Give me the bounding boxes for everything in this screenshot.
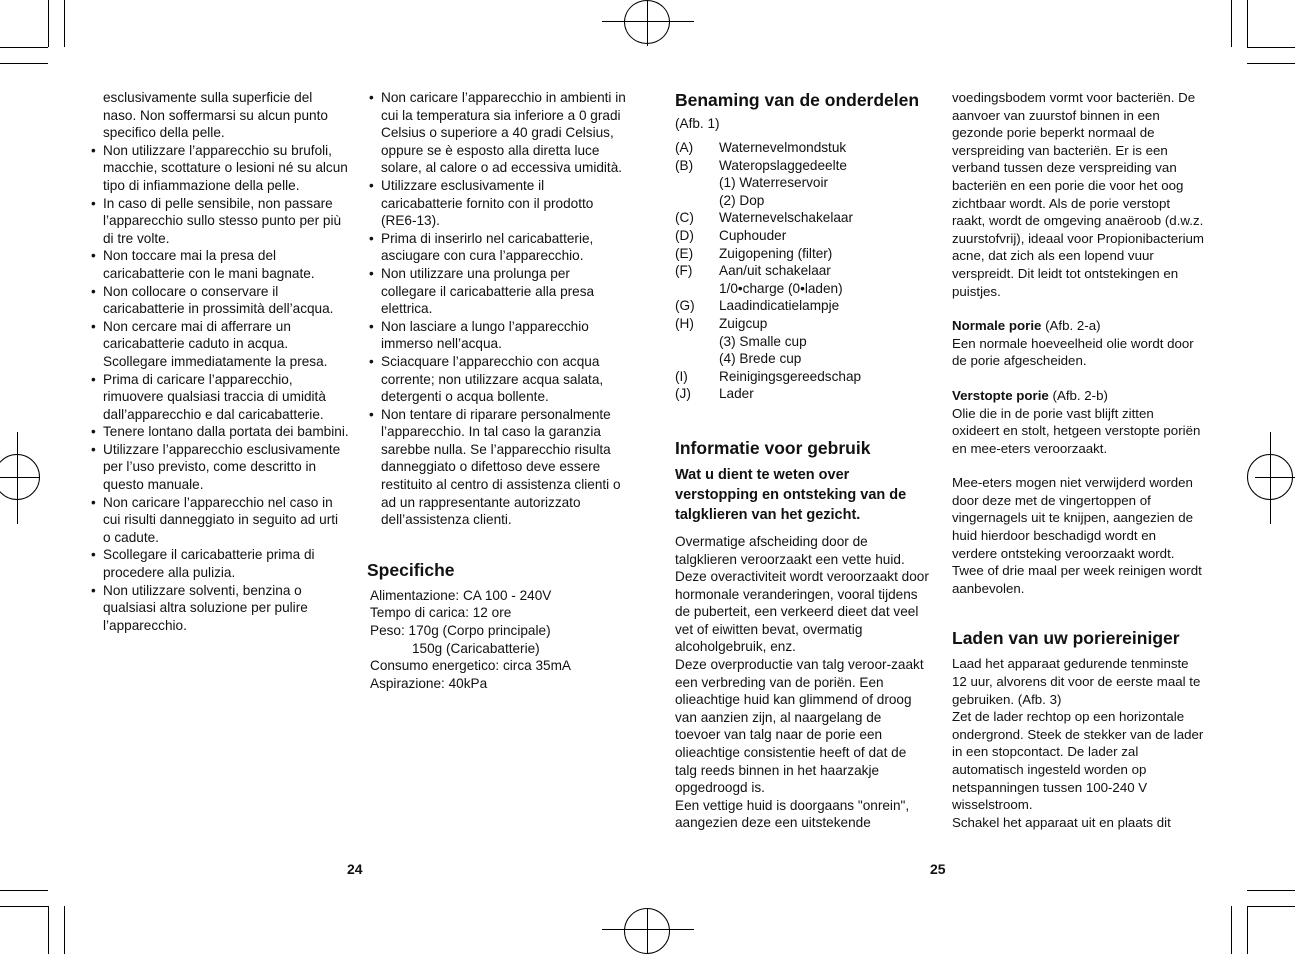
parts-figure-ref: (Afb. 1) <box>675 116 720 131</box>
list-item: • Non utilizzare una prolunga per collegare il caricabatterie alla presa elettrica. <box>367 265 627 318</box>
list-item <box>675 262 930 280</box>
blocked-pore-figure-ref: (Afb. 2-b) <box>1052 387 1108 403</box>
part-label: Zuigcup <box>719 315 768 331</box>
part-key: (G) <box>675 298 695 314</box>
crop-mark <box>0 906 48 907</box>
charging-paragraph: Schakel het apparaat uit en plaats dit <box>952 814 1171 830</box>
part-sub: (4) Brede cup <box>719 351 802 367</box>
crop-mark <box>1247 0 1248 47</box>
usage-subheading: Wat u dient te weten over verstopping en ontsteking van de talgklieren van het gezicht. <box>675 466 907 523</box>
crop-mark <box>0 63 48 64</box>
list-item: • Non collocare o conservare il caricabatterie in prossimità dell’acqua. <box>89 283 349 318</box>
continuation-text: esclusivamente sulla superficie del naso. Non soffermarsi su alcun punto specifico della pelle. <box>103 90 328 141</box>
part-sub: (3) Smalle cup <box>719 333 807 349</box>
list-item: • Scollegare il caricabatterie prima di procedere alla pulizia. <box>89 546 349 581</box>
list-item <box>675 368 930 386</box>
parts-title: Benaming van de onderdelen <box>675 90 920 110</box>
column-2 <box>367 89 627 692</box>
part-key: (H) <box>675 315 694 331</box>
parts-list <box>675 139 930 403</box>
spec-line: Peso: 170g (Corpo principale) <box>370 623 551 639</box>
list-item: • Utilizzare esclusivamente il caricabatterie fornito con il prodotto (RE6-13). <box>367 177 627 230</box>
usage-paragraph: Deze overproductie van talg veroor-zaakt een verbreding van de poriën. Een olieachtige huid kan glimmend of droog van aanzien zijn, al naargelang de toevoer van talg naar de porie een olieachtige consistentie heeft of dat de talg reeds binnen in het haarzakje opgedroogd is. <box>675 657 924 796</box>
list-item: • Utilizzare l’apparecchio esclusivamente per l’uso previsto, come descritto in questo manuale. <box>89 441 349 494</box>
part-key: (A) <box>675 140 694 155</box>
crop-mark <box>64 0 65 47</box>
normal-pore-text: Een normale hoeveelheid olie wordt door de porie afgescheiden. <box>952 335 1194 369</box>
part-label: Lader <box>719 386 754 402</box>
crop-mark <box>1247 47 1295 48</box>
column-1 <box>89 89 349 634</box>
list-item <box>675 139 930 157</box>
list-item: • Tenere lontano dalla portata dei bambini. <box>89 423 349 441</box>
crop-mark <box>0 890 48 891</box>
part-key: (I) <box>675 368 688 384</box>
list-item: • Non utilizzare solventi, benzina o qualsiasi altra soluzione per pulire l’apparecchio. <box>89 582 349 635</box>
part-label: Wateropslaggedeelte <box>719 157 847 173</box>
list-item <box>675 315 930 333</box>
crop-mark <box>1247 63 1295 64</box>
spec-line: Consumo energetico: circa 35mA <box>370 658 571 674</box>
list-item: • Non utilizzare l’apparecchio su brufoli, macchie, scottature o lesioni né su alcun tipo di infiammazione della pelle. <box>89 142 349 195</box>
spec-line: 150g (Caricabatterie) <box>412 640 540 656</box>
part-label: Cuphouder <box>719 227 787 243</box>
safety-list-1 <box>89 142 349 635</box>
blocked-pore-title: Verstopte porie <box>952 387 1049 403</box>
spec-line: Tempo di carica: 12 ore <box>370 605 512 621</box>
charging-paragraph: Laad het apparaat gedurende tenminste 12 uur, alvorens dit voor de eerste maal te gebruiken. (Afb. 3) <box>952 656 1201 707</box>
column-4 <box>952 89 1204 831</box>
normal-pore-heading <box>952 317 1204 335</box>
crop-mark <box>1231 0 1232 47</box>
list-item: • Prima di inserirlo nel caricabatterie, asciugare con cura l’apparecchio. <box>367 230 627 265</box>
part-label: Waternevelmondstuk <box>719 140 847 155</box>
part-label: Aan/uit schakelaar <box>719 263 831 279</box>
list-item <box>675 297 930 315</box>
normal-pore-figure-ref: (Afb. 2-a) <box>1045 318 1101 334</box>
list-item: • Non lasciare a lungo l’apparecchio immerso nell’acqua. <box>367 318 627 353</box>
blackheads-paragraph: Mee-eters mogen niet verwijderd worden door deze met de vingertoppen of vingernagels uit te knijpen, aangezien de huid hierdoor beschadigd wordt en verdere ontsteking veroorzaakt wordt. Twee of drie maal per week reinigen wordt aanbevolen. <box>952 475 1202 596</box>
crop-mark <box>48 906 49 954</box>
crop-mark <box>1247 890 1295 891</box>
crop-mark <box>0 47 48 48</box>
column-3 <box>675 89 930 832</box>
list-item <box>675 245 930 263</box>
list-item: • Non cercare mai di afferrare un caricabatterie caduto in acqua. Scollegare immediatamente la presa. <box>89 318 349 371</box>
blocked-pore-text: Olie die in de porie vast blijft zitten oxideert en stolt, hetgeen verstopte poriën en mee-eters veroorzaakt. <box>952 405 1201 456</box>
blocked-pore-heading <box>952 387 1204 405</box>
crop-mark <box>1247 906 1295 907</box>
list-item <box>675 209 930 227</box>
usage-heading: Informatie voor gebruik <box>675 437 871 458</box>
specifications-list <box>367 587 627 693</box>
part-label: Reinigingsgereedschap <box>719 368 862 384</box>
list-item <box>675 385 930 403</box>
part-sub: (1) Waterreservoir <box>719 175 829 191</box>
charging-paragraph: Zet de lader rechtop op een horizontale ondergrond. Steek de stekker van de lader in een stopcontact. De lader zal automatisch ingesteld worden op netspanningen tussen 100-240 V wisselstroom. <box>952 709 1204 813</box>
crop-mark <box>1231 906 1232 954</box>
usage-paragraph: Overmatige afscheiding door de talgklieren veroorzaakt een vette huid. Deze overactiviteit wordt veroorzaakt door hormonale veranderingen, vooral tijdens de puberteit, een verkeerd dieet dat veel vet of eiwitten bevat, overmatig alcoholgebruik, enz. <box>675 533 929 655</box>
list-item: • Non caricare l’apparecchio nel caso in cui risulti danneggiato in seguito ad urti o cadute. <box>89 494 349 547</box>
part-label: Waternevelschakelaar <box>719 210 853 226</box>
usage-paragraph: Een vettige huid is doorgaans "onrein", aangezien deze een uitstekende <box>675 797 910 831</box>
list-item: • Non caricare l’apparecchio in ambienti in cui la temperatura sia inferiore a 0 gradi Celsius o superiore a 40 gradi Celsius, oppure se è esposto alla diretta luce solare, al calore o ad eccessiva umidità. <box>367 89 627 177</box>
list-item: • Prima di caricare l’apparecchio, rimuovere qualsiasi traccia di umidità dall’apparecchio e dal caricabatterie. <box>89 371 349 424</box>
list-item <box>675 227 930 245</box>
safety-list-2 <box>367 89 627 529</box>
normal-pore-title: Normale porie <box>952 318 1042 334</box>
list-item: • In caso di pelle sensibile, non passare l’apparecchio sullo stesso punto per più di tre volte. <box>89 195 349 248</box>
list-item: • Non tentare di riparare personalmente l’apparecchio. In tal caso la garanzia sarebbe nulla. Se l’apparecchio risulta danneggiato o difettoso deve essere restituito al centro di assistenza clienti o ad un rappresentante autorizzato dell’assistenza clienti. <box>367 406 627 529</box>
spec-line: Alimentazione: CA 100 - 240V <box>370 587 552 603</box>
part-label: Laadindicatielampje <box>719 298 840 314</box>
part-label: Zuigopening (filter) <box>719 245 833 261</box>
page-number-right: 25 <box>930 861 946 877</box>
parts-heading <box>675 89 930 135</box>
charging-heading: Laden van uw poriereiniger <box>952 628 1180 649</box>
list-item <box>675 157 930 175</box>
list-item: • Sciacquare l’apparecchio con acqua corrente; non utilizzare acqua salata, detergenti o acqua bollente. <box>367 353 627 406</box>
part-key: (J) <box>675 386 691 402</box>
specifications-heading: Specifiche <box>367 559 455 580</box>
crop-mark <box>1247 906 1248 954</box>
part-key: (F) <box>675 263 693 279</box>
part-key: (B) <box>675 157 694 173</box>
part-key: (C) <box>675 210 694 226</box>
crop-mark <box>48 0 49 47</box>
bacteria-paragraph: voedingsbodem vormt voor bacteriën. De aanvoer van zuurstof binnen in een gezonde porie beperkt normaal de verspreiding van bacteriën. Er is een verband tussen deze verspreiding van bacteriën en een porie die voor het oog zichtbaar wordt. Als de porie verstopt raakt, wordt de omgeving anaëroob (d.w.z. zuurstofvrij), ideaal voor Propionibacterium acne, dat zich als een lopend vuur verspreidt. Dit leidt tot ontstekingen en puistjes. <box>952 90 1205 299</box>
page-number-left: 24 <box>347 861 363 877</box>
spec-line: Aspirazione: 40kPa <box>370 675 488 691</box>
crop-mark <box>64 906 65 954</box>
list-item: • Non toccare mai la presa del caricabatterie con le mani bagnate. <box>89 247 349 282</box>
part-key: (E) <box>675 245 694 261</box>
part-sub: 1/0•charge (0•laden) <box>719 280 843 296</box>
part-key: (D) <box>675 227 694 243</box>
part-sub: (2) Dop <box>719 192 765 208</box>
